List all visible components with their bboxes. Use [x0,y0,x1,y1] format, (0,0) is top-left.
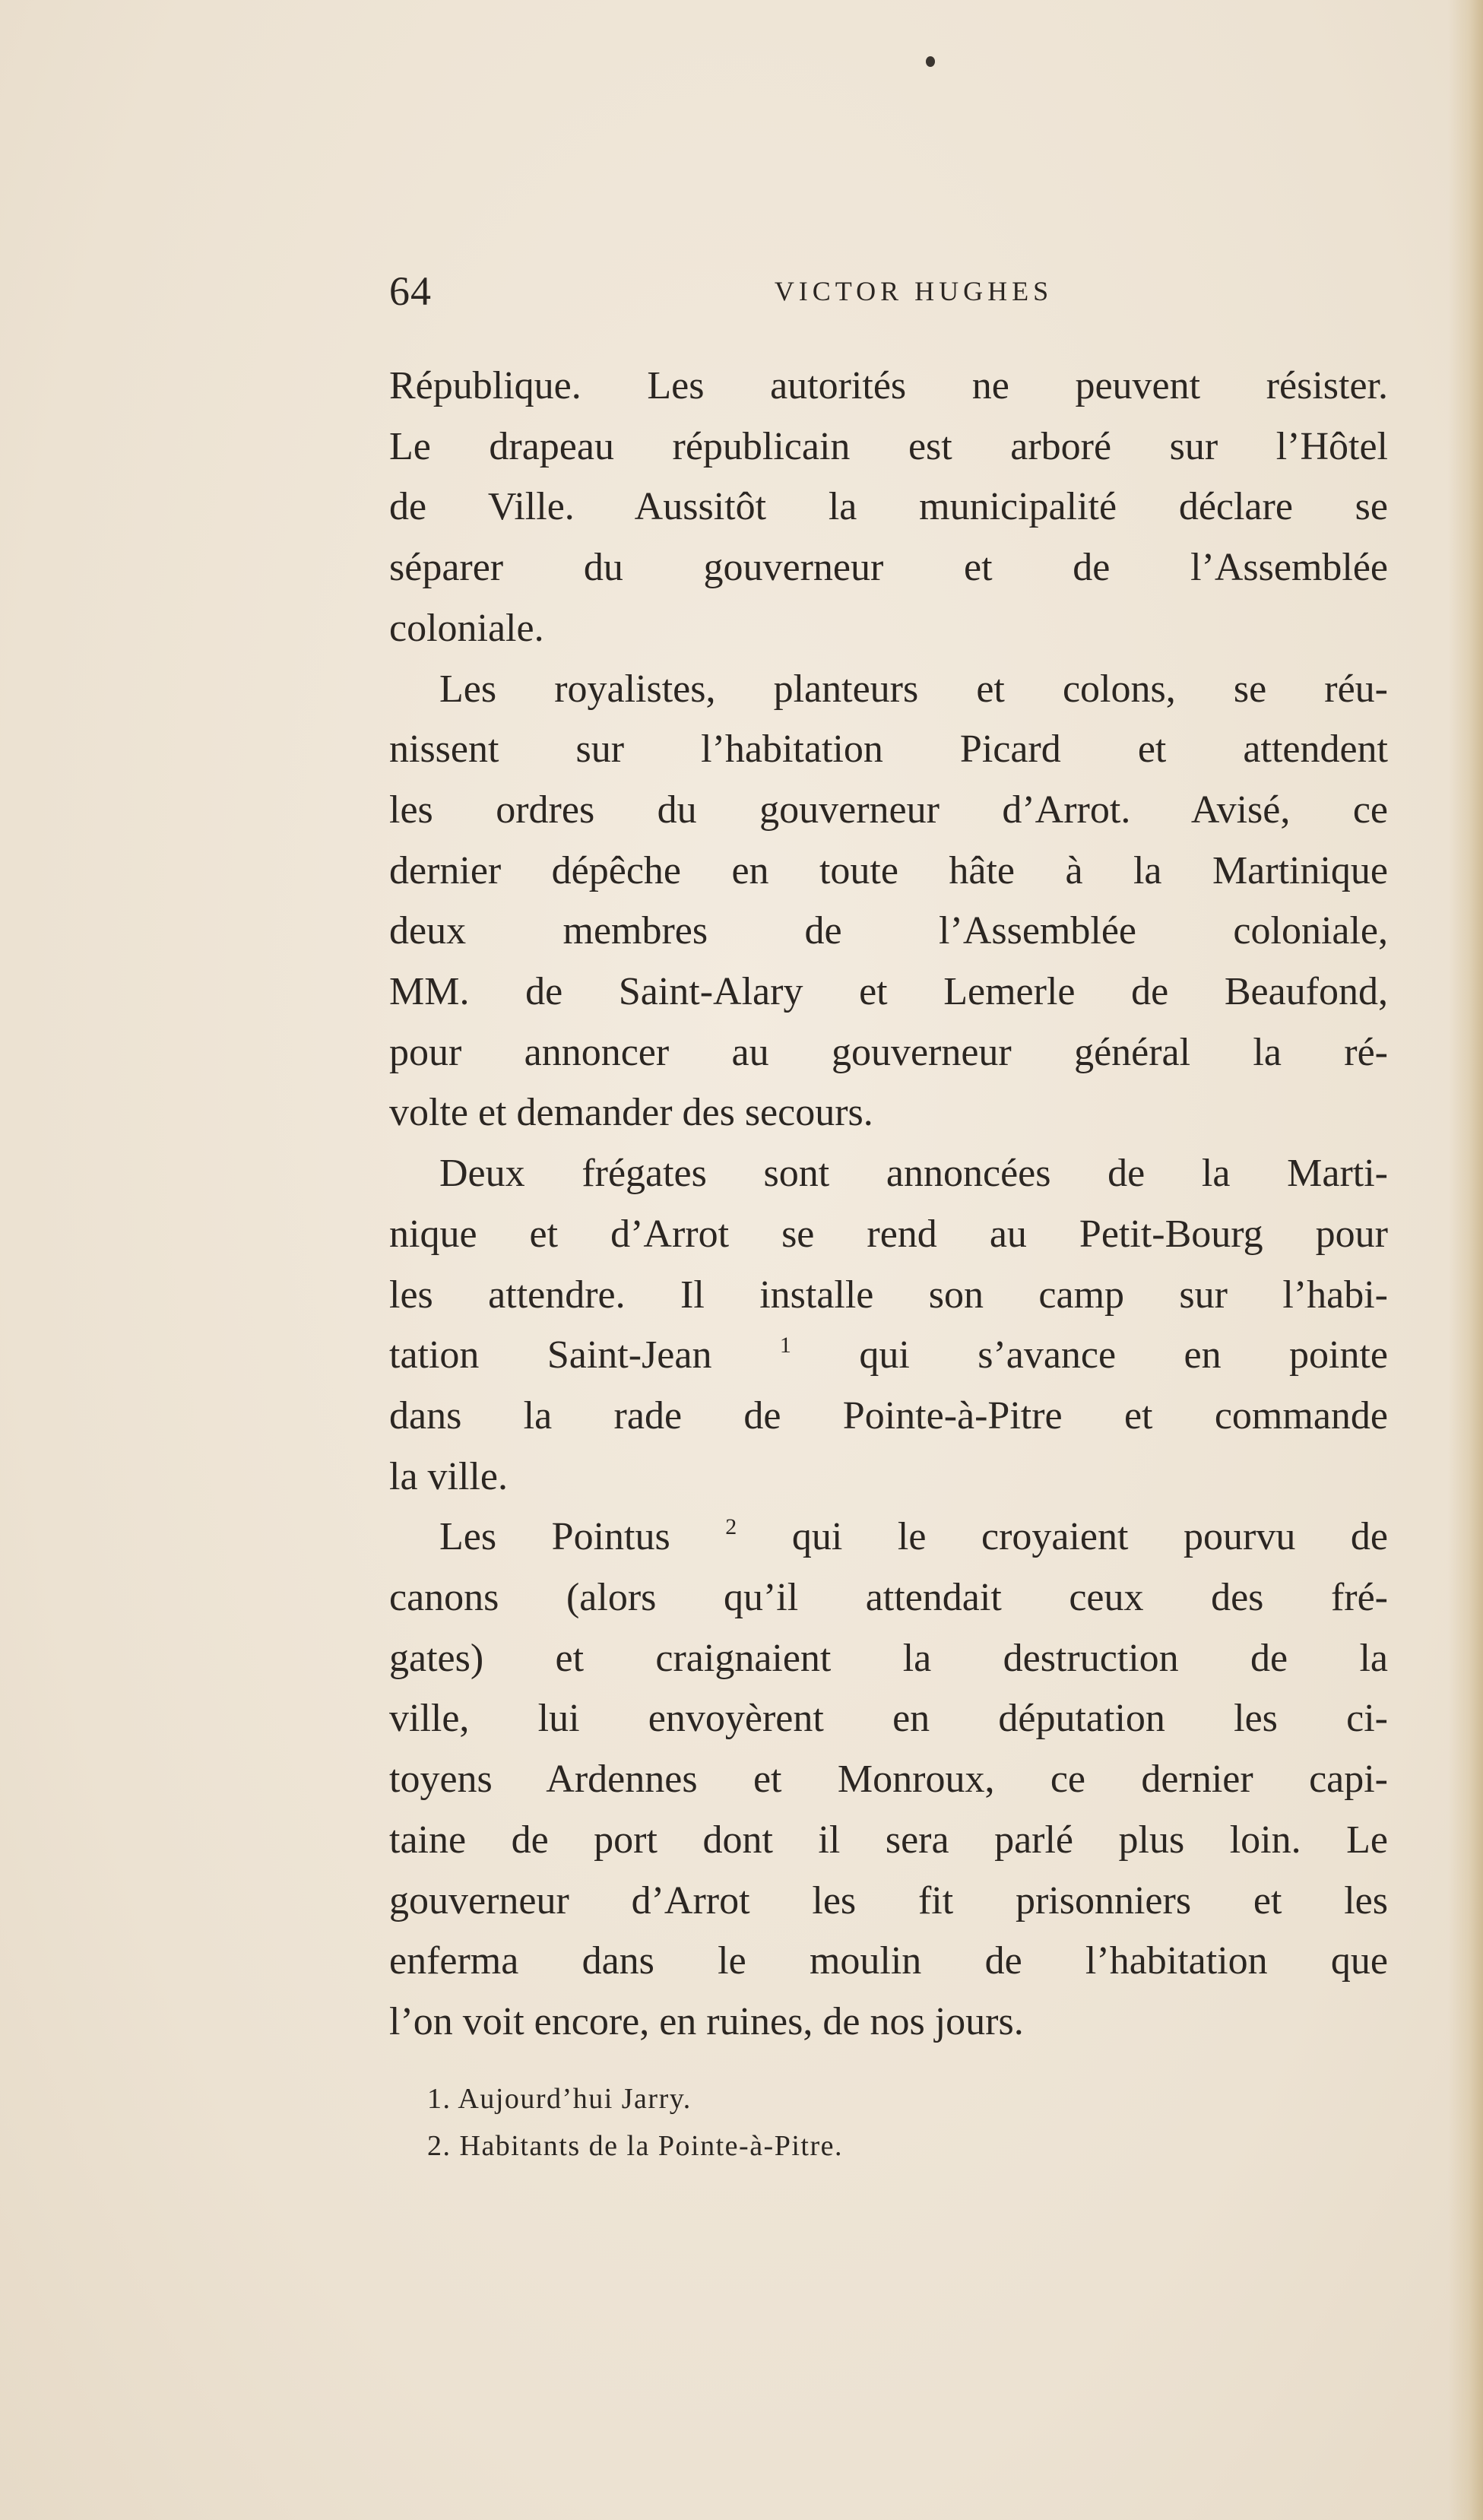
text-line: l’on voit encore, en ruines, de nos jours. [389,1999,1024,2043]
text-line: les ordres du gouverneur d’Arrot. Avisé, ce [389,788,1388,832]
paragraph-2 [389,659,1388,1144]
running-head: VICTOR HUGHES [774,276,1054,306]
text-line: nissent sur l’habitation Picard et attendent [389,727,1388,772]
text-segment: Les Pointus [439,1515,670,1559]
text-line: MM. de Saint-Alary et Lemerle de Beaufond, [389,970,1388,1014]
text-segment: qui s’avance en pointe [859,1333,1389,1377]
text-line: deux membres de l’Assemblée coloniale, [389,909,1388,953]
text-line: Deux frégates sont annoncées de la Marti- [439,1152,1388,1196]
text-segment: tation Saint-Jean [389,1333,712,1377]
text-line: Le drapeau républicain est arboré sur l’Hôtel [389,424,1388,468]
text-line: pour annoncer au gouverneur général la ré- [389,1030,1388,1074]
paragraph-4 [389,1507,1388,2052]
footnotes [427,2075,843,2170]
text-line: les attendre. Il installe son camp sur l’habi- [389,1273,1388,1317]
text-segment: qui le croyaient pourvu de [791,1515,1389,1559]
text-line: dernier dépêche en toute hâte à la Martinique [389,848,1388,892]
text-line: gates) et craignaient la destruction de la [389,1636,1388,1680]
footnote-2: 2. Habitants de la Pointe-à-Pitre. [427,2130,843,2162]
ink-speck [926,56,935,67]
footnote-marker: 1 [779,1333,791,1358]
text-line: volte et demander des secours. [389,1091,873,1135]
footnote-1: 1. Aujourd’hui Jarry. [427,2083,692,2115]
text-line: coloniale. [389,606,544,650]
text-line: gouverneur d’Arrot les fit prisonniers et les [389,1878,1388,1922]
text-line: canons (alors qu’il attendait ceux des fré- [389,1576,1388,1620]
text-line: de Ville. Aussitôt la municipalité déclare se [389,485,1388,529]
text-line: dans la rade de Pointe-à-Pitre et commande [389,1393,1388,1438]
paragraph-1 [389,356,1388,659]
page-header [389,268,1393,328]
text-line: toyens Ardennes et Monroux, ce dernier capi- [389,1758,1388,1802]
page-edge-shadow [1448,0,1483,2520]
text-line: la ville. [389,1454,508,1498]
text-line: nique et d’Arrot se rend au Petit-Bourg pour [389,1212,1388,1256]
text-line: République. Les autorités ne peuvent résister. [389,364,1388,407]
paragraph-3 [389,1143,1388,1507]
footnote-marker: 2 [725,1514,737,1540]
page-number: 64 [389,268,432,314]
text-line: taine de port dont il sera parlé plus loin. Le [389,1818,1388,1862]
text-line-with-footnote [389,1507,1388,1567]
text-line: enferma dans le moulin de l’habitation que [389,1939,1388,1983]
body-text [389,356,1388,2052]
text-line: Les royalistes, planteurs et colons, se réu- [439,667,1388,711]
text-line: ville, lui envoyèrent en députation les ci- [389,1697,1388,1741]
text-line-with-footnote [389,1325,1388,1386]
text-line: séparer du gouverneur et de l’Assemblée [389,546,1388,590]
